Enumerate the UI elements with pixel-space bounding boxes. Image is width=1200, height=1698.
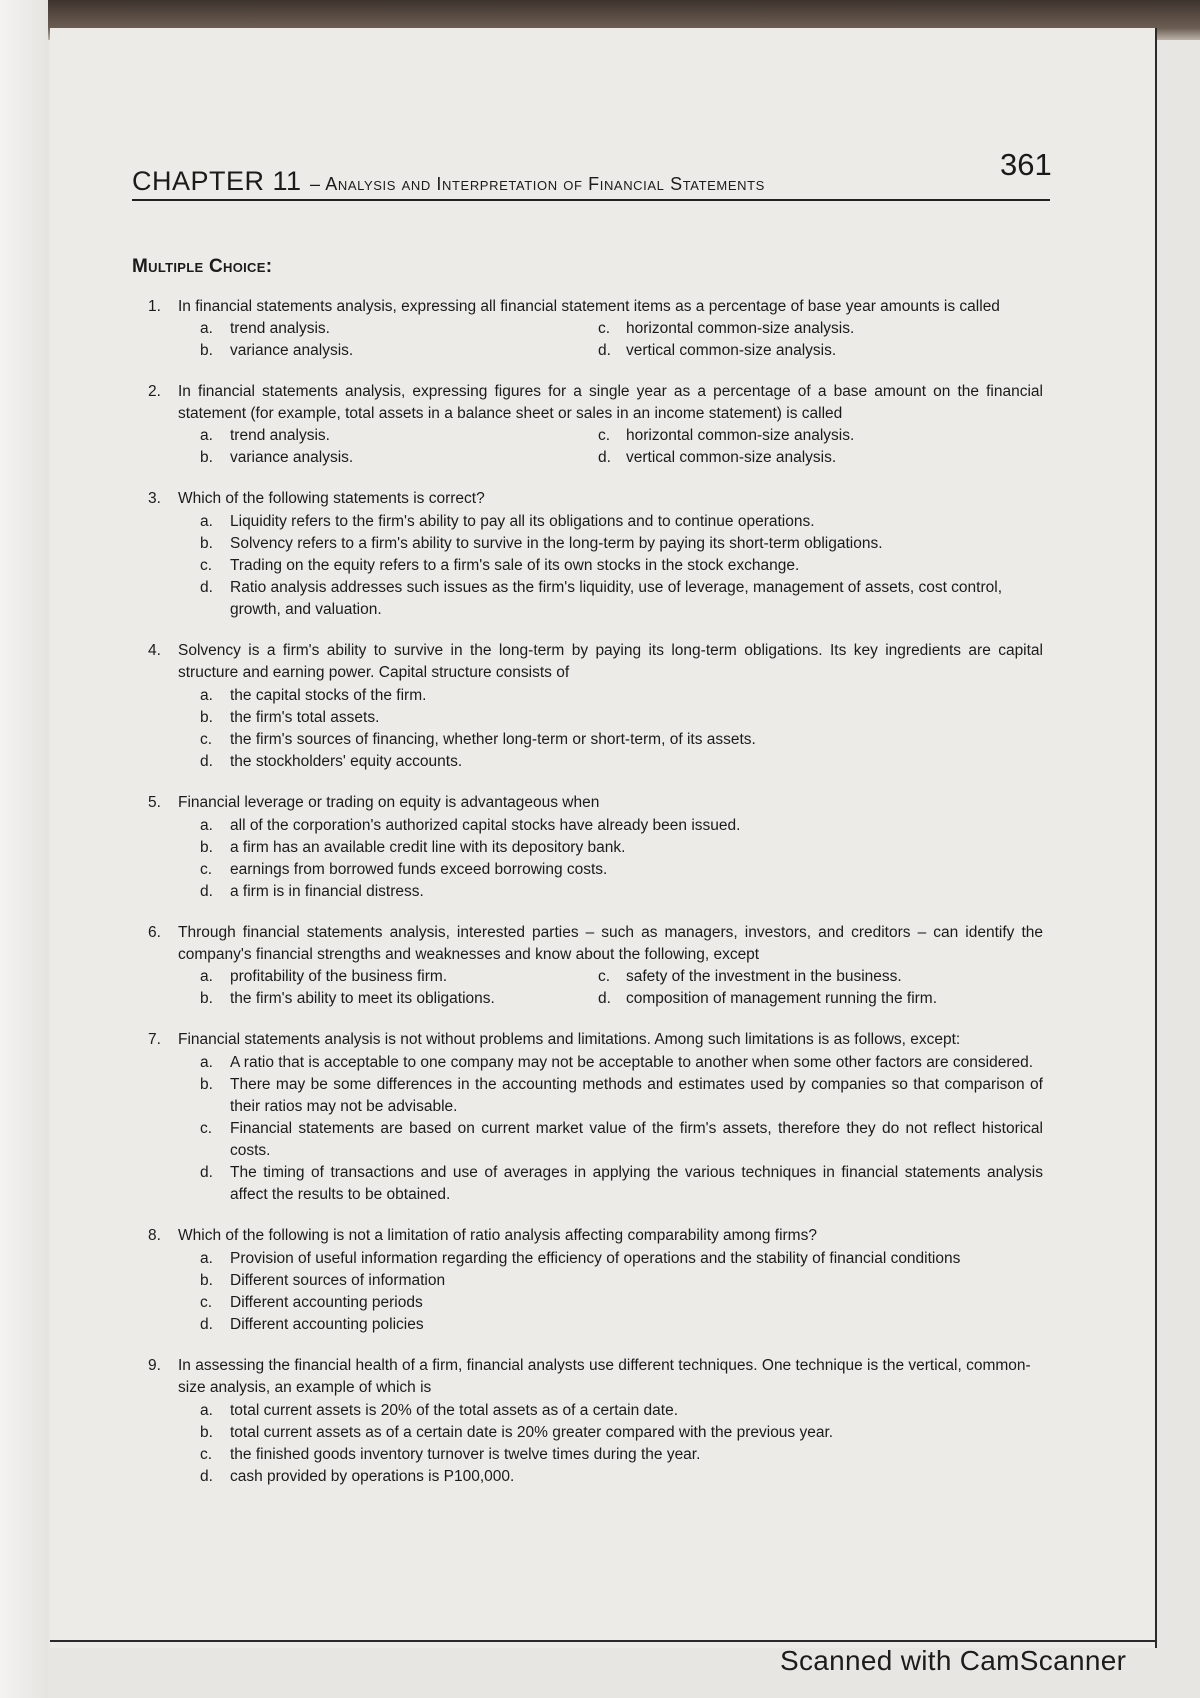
choice-list [178,1400,1043,1488]
choice-text: Trading on the equity refers to a firm's sale of its own stocks in the stock exchange. [230,557,800,574]
chapter-heading [132,166,1050,201]
choice-grid [178,425,1043,469]
choice-text: Ratio analysis addresses such issues as the firm's liquidity, use of leverage, management of assets, cost control, growth, and valuation. [230,579,1003,618]
choice-letter: b. [200,839,213,856]
choice-a [178,318,598,340]
choice-b [178,1074,1043,1118]
choice-c [598,966,1028,988]
question-number: 5. [148,794,161,811]
choice-text: the stockholders' equity accounts. [230,753,463,770]
choice-text: composition of management running the firm. [626,990,938,1007]
choice-letter: a. [200,1054,213,1071]
choice-list [178,815,1043,903]
choice-text: Financial statements are based on current market value of the firm's assets, therefore they do not reflect historical costs. [230,1120,1043,1159]
question-text: Financial statements analysis is not without problems and limitations. Among such limitations is as follows, except: [178,1031,961,1048]
choice-text: Different accounting periods [230,1294,423,1311]
choice-text: horizontal common-size analysis. [626,320,855,337]
choice-text: horizontal common-size analysis. [626,427,855,444]
choice-letter: a. [200,320,213,337]
question-text: Financial leverage or trading on equity is advantageous when [178,794,600,811]
choice-b [178,1422,1043,1444]
choice-a [178,1400,1043,1422]
section-title: Multiple Choice: [132,256,273,277]
choice-a [178,425,598,447]
choice-letter: c. [200,731,213,748]
choice-c [178,1118,1043,1162]
question-number: 4. [148,642,161,659]
question-2 [148,381,1043,469]
choice-b [178,340,598,362]
choice-letter: d. [200,1468,213,1485]
choice-letter: a. [200,1250,213,1267]
choice-text: Different sources of information [230,1272,446,1289]
chapter-title: – Analysis and Interpretation of Financial Statements [310,174,765,194]
choice-letter: b. [200,709,213,726]
choice-b [178,988,598,1010]
choice-b [178,1270,1043,1292]
choice-letter: a. [200,1402,213,1419]
choice-text: Provision of useful information regarding the efficiency of operations and the stability of financial conditions [230,1250,961,1267]
choice-grid [178,966,1043,1010]
choice-d [598,988,1028,1010]
choice-text: Liquidity refers to the firm's ability to pay all its obligations and to continue operations. [230,513,815,530]
question-4 [148,640,1043,773]
choice-b [178,533,1043,555]
choice-letter: d. [200,883,213,900]
question-number: 6. [148,924,161,941]
choice-a [178,1248,1043,1270]
choice-letter: d. [200,1316,213,1333]
choice-letter: c. [598,968,611,985]
choice-list [178,1052,1043,1206]
choice-b [178,447,598,469]
choice-d [598,447,1028,469]
page-number: 361 [1000,147,1052,182]
question-6 [148,922,1043,1010]
question-9 [148,1355,1043,1488]
choice-list [178,511,1043,621]
choice-d [178,1314,1043,1336]
choice-text: safety of the investment in the business. [626,968,902,985]
question-number: 9. [148,1357,161,1374]
question-list [148,296,1043,1488]
choice-text: profitability of the business firm. [230,968,448,985]
choice-letter: c. [598,427,611,444]
choice-list [178,685,1043,773]
choice-text: all of the corporation's authorized capital stocks have already been issued. [230,817,741,834]
choice-text: the firm's ability to meet its obligations. [230,990,495,1007]
question-text: In financial statements analysis, expressing all financial statement items as a percentage of base year amounts is called [178,298,1000,315]
choice-text: A ratio that is acceptable to one company may not be acceptable to another when some other factors are considered. [230,1054,1034,1071]
choice-grid [178,318,1043,362]
choice-letter: a. [200,427,213,444]
question-text: Which of the following is not a limitation of ratio analysis affecting comparability among firms? [178,1227,817,1244]
choice-letter: a. [200,513,213,530]
choice-text: total current assets as of a certain date is 20% greater compared with the previous year. [230,1424,834,1441]
question-text: In financial statements analysis, expressing figures for a single year as a percentage of a base amount on the financial statement (for example, total assets in a balance sheet or sales in an income statement) is called [178,383,1043,422]
choice-letter: c. [598,320,611,337]
choice-a [178,966,598,988]
question-1 [148,296,1043,362]
choice-a [178,511,1043,533]
choice-d [178,1162,1043,1206]
choice-c [178,729,1043,751]
choice-letter: c. [200,1294,213,1311]
choice-text: cash provided by operations is P100,000. [230,1468,515,1485]
choice-text: There may be some differences in the accounting methods and estimates used by companies so that comparison of their ratios may not be advisable. [230,1076,1043,1115]
question-text: Through financial statements analysis, interested parties – such as managers, investors, and creditors – can identify the company's financial strengths and weaknesses and know about the following, except [178,924,1043,963]
choice-letter: b. [200,449,213,466]
question-number: 8. [148,1227,161,1244]
choice-b [178,707,1043,729]
choice-letter: a. [200,968,213,985]
choice-text: variance analysis. [230,342,354,359]
question-5 [148,792,1043,903]
choice-c [178,859,1043,881]
choice-letter: b. [200,535,213,552]
photo-left-margin [0,0,48,1698]
question-text: Which of the following statements is correct? [178,490,485,507]
question-3 [148,488,1043,621]
choice-c [178,1292,1043,1314]
question-7 [148,1029,1043,1206]
choice-letter: d. [598,342,611,359]
choice-text: the firm's total assets. [230,709,380,726]
choice-c [598,318,1028,340]
choice-text: The timing of transactions and use of averages in applying the various techniques in financial statements analysis affect the results to be obtained. [230,1164,1043,1203]
choice-c [598,425,1028,447]
choice-text: Different accounting policies [230,1316,424,1333]
choice-text: earnings from borrowed funds exceed borrowing costs. [230,861,608,878]
choice-text: a firm has an available credit line with its depository bank. [230,839,626,856]
choice-letter: c. [200,861,213,878]
choice-d [178,1466,1043,1488]
choice-text: vertical common-size analysis. [626,342,837,359]
choice-text: Solvency refers to a firm's ability to survive in the long-term by paying its short-term obligations. [230,535,883,552]
choice-letter: c. [200,1446,213,1463]
choice-letter: d. [200,579,213,596]
choice-letter: d. [200,753,213,770]
choice-a [178,815,1043,837]
choice-c [178,555,1043,577]
choice-letter: d. [598,990,611,1007]
choice-letter: b. [200,990,213,1007]
question-8 [148,1225,1043,1336]
question-number: 7. [148,1031,161,1048]
choice-letter: b. [200,1076,213,1093]
choice-a [178,685,1043,707]
choice-letter: b. [200,1272,213,1289]
choice-d [178,577,1043,621]
question-text: Solvency is a firm's ability to survive in the long-term by paying its long-term obligations. Its key ingredients are capital structure and earning power. Capital structure consists of [178,642,1043,681]
choice-letter: d. [598,449,611,466]
page-bottom-edge [50,1640,1155,1642]
choice-list [178,1248,1043,1336]
choice-text: vertical common-size analysis. [626,449,837,466]
choice-letter: b. [200,1424,213,1441]
choice-text: trend analysis. [230,320,330,337]
chapter-number: CHAPTER 11 [132,166,302,196]
choice-d [598,340,1028,362]
scanner-watermark: Scanned with CamScanner [780,1645,1127,1676]
choice-letter: a. [200,817,213,834]
choice-letter: d. [200,1164,213,1181]
question-number: 1. [148,298,161,315]
question-text: In assessing the financial health of a firm, financial analysts use different techniques. One technique is the vertical, common-size analysis, an example of which is [178,1357,1031,1396]
choice-c [178,1444,1043,1466]
choice-letter: c. [200,557,213,574]
choice-d [178,751,1043,773]
choice-text: total current assets is 20% of the total assets as of a certain date. [230,1402,679,1419]
question-number: 2. [148,383,161,400]
choice-text: variance analysis. [230,449,354,466]
choice-d [178,881,1043,903]
choice-text: trend analysis. [230,427,330,444]
choice-b [178,837,1043,859]
choice-text: the firm's sources of financing, whether long-term or short-term, of its assets. [230,731,756,748]
choice-a [178,1052,1043,1074]
choice-letter: c. [200,1120,213,1137]
choice-letter: b. [200,342,213,359]
choice-text: the finished goods inventory turnover is twelve times during the year. [230,1446,701,1463]
choice-text: a firm is in financial distress. [230,883,424,900]
choice-text: the capital stocks of the firm. [230,687,427,704]
question-number: 3. [148,490,161,507]
choice-letter: a. [200,687,213,704]
